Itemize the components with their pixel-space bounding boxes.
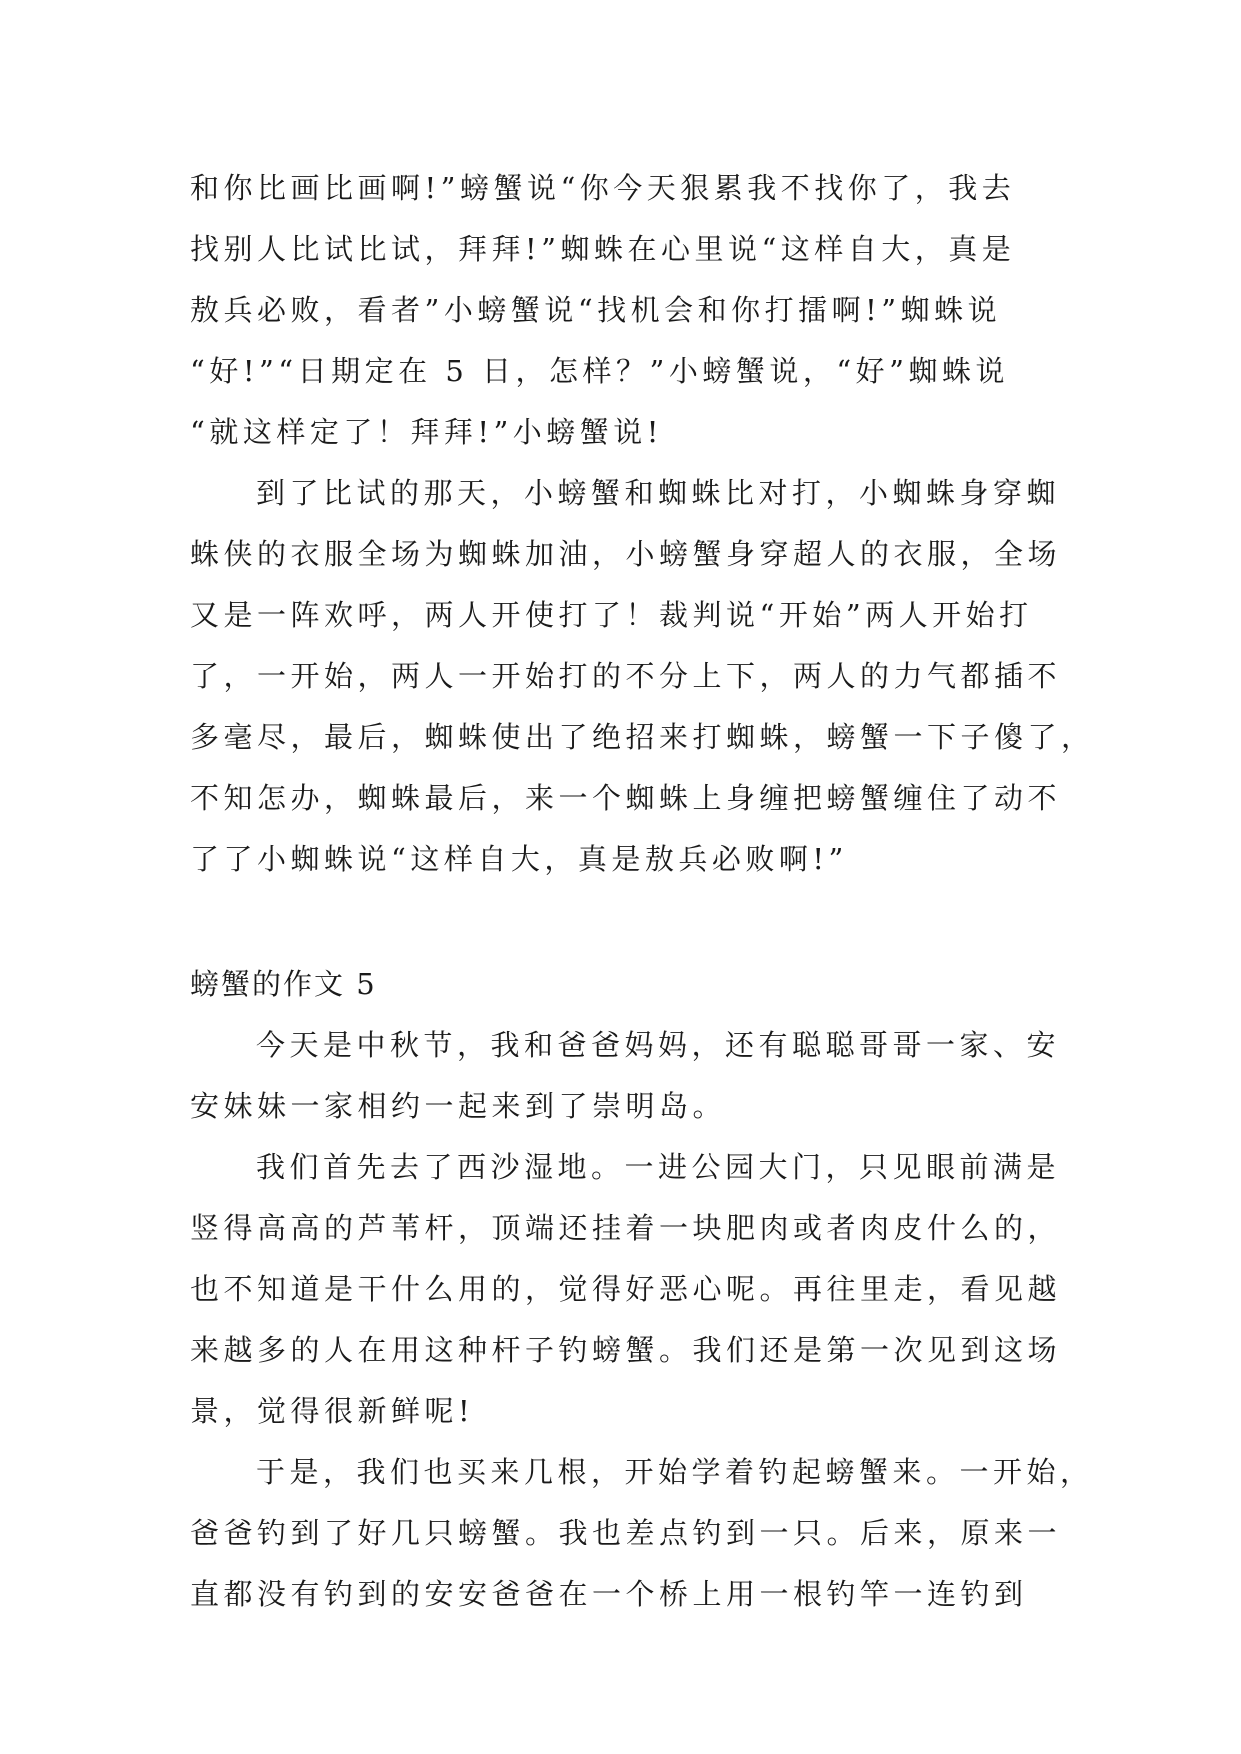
paragraph-intro [190,1015,1060,1137]
text-line: 竖得高高的芦苇杆，顶端还挂着一块肥肉或者肉皮什么的， [190,1211,1062,1245]
text-line: 安妹妹一家相约一起来到了崇明岛。 [190,1089,727,1123]
section-spacer [190,890,1060,954]
text-line: 于是，我们也买来几根，开始学着钓起螃蟹来。一开始， [256,1455,1094,1489]
text-line: 了，一开始，两人一开始打的不分上下，两人的力气都插不 [190,659,1062,693]
text-line: 景，觉得很新鲜呢! [190,1394,475,1428]
text-line: 直都没有钓到的安安爸爸在一个桥上用一根钓竿一连钓到 [190,1577,1028,1611]
paragraph-wetland [190,1137,1060,1442]
paragraph-fishing [190,1442,1094,1625]
text-line: 今天是中秋节，我和爸爸妈妈，还有聪聪哥哥一家、安 [256,1028,1061,1062]
document-page [190,158,1095,1625]
text-line: 了了小蜘蛛说“这样自大，真是敖兵必败啊!” [190,842,848,876]
text-line: 我们首先去了西沙湿地。一进公园大门，只见眼前满是 [256,1150,1061,1184]
text-line: 和你比画比画啊!”螃蟹说“你今天狠累我不找你了，我去 [190,171,1016,205]
section-title: 螃蟹的作文 5 [190,967,377,1001]
text-line: 多毫尽，最后，蜘蛛使出了绝招来打蜘蛛，螃蟹一下子傻了， [190,720,1095,754]
text-line: 敖兵必败，看者”小螃蟹说“找机会和你打擂啊!”蜘蛛说 [190,293,1002,327]
text-line: “就这样定了！拜拜!”小螃蟹说! [190,415,663,449]
text-line: 蛛侠的衣服全场为蜘蛛加油，小螃蟹身穿超人的衣服，全场 [190,537,1062,571]
paragraph-match [190,463,1095,890]
text-line: “好!”“日期定在 5 日，怎样？”小螃蟹说，“好”蜘蛛说 [190,354,1009,388]
text-line: 爸爸钓到了好几只螃蟹。我也差点钓到一只。后来，原来一 [190,1516,1062,1550]
text-line: 不知怎办，蜘蛛最后，来一个蜘蛛上身缠把螃蟹缠住了动不 [190,781,1062,815]
paragraph-continuation [190,158,1060,463]
text-line: 来越多的人在用这种杆子钓螃蟹。我们还是第一次见到这场 [190,1333,1062,1367]
text-line: 又是一阵欢呼，两人开使打了！裁判说“开始”两人开始打 [190,598,1033,632]
text-line: 到了比试的那天，小螃蟹和蜘蛛比对打，小蜘蛛身穿蜘 [256,476,1061,510]
text-line: 找别人比试比试，拜拜!”蜘蛛在心里说“这样自大，真是 [190,232,1016,266]
text-line: 也不知道是干什么用的，觉得好恶心呢。再往里走，看见越 [190,1272,1062,1306]
